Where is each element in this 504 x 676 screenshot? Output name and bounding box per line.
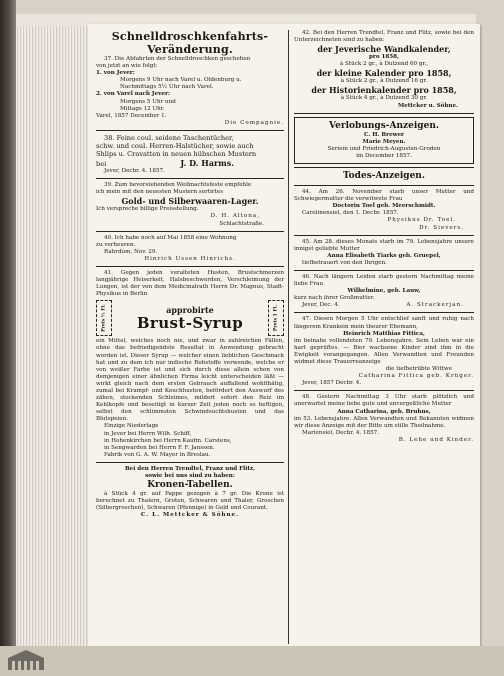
kleiner-kalender-title: der kleine Kalender pro 1858, (316, 68, 452, 79)
rule (294, 167, 474, 168)
ad47-sign: die tiefbetrübte Wittwe (385, 366, 452, 373)
depot-line: Einzige Niederlage (104, 423, 159, 430)
ad38-line: Shlips u. Cravatten in neuen hübschen Mustern (96, 149, 257, 158)
ad41-intro: 41. Gegen jeden veralteten Husten, Brustschmerzen langjährige Heiserkeit, Halsbeschwerden, Verschleimung der Lungen, ist der von dem Medicinalrath Herrn Dr. Magnus, Stadt-Physikus in Berlin (96, 269, 284, 298)
ad44-name: Doctorin Toel geb. Meerschmidt. (332, 203, 436, 210)
ad47-body: im beinahe vollendeten 79. Lebensjahre. Sein Leben war ein hart geprüftes. — Bier wachsene Kinder sind ihm in die Ewigkeit vorangegangen. Allen Verwandten und Freunden widmet diese Trauerreanzeige (294, 337, 474, 365)
ad38-line: bei (96, 159, 107, 168)
heading-droschken-1: Schnelldroschkenfahrts- (111, 30, 269, 43)
brust-syrup-title: Brust-Syrup (136, 313, 244, 332)
ad37-line: Mittags 12 Uhr. (120, 105, 165, 112)
syrup-banner (96, 300, 284, 336)
historienkalender-title: der Historienkalender pro 1858, (311, 85, 457, 96)
price-stamp-left: Preis ½ Fl. (96, 300, 112, 336)
rule (294, 312, 474, 313)
ad37-line: Nachmittags 5½ Uhr nach Varel. (120, 84, 214, 91)
ad46-text2: kurz nach ihrer Großmutter. (294, 295, 375, 302)
ad47-place: Jever, 1857 Decbr. 4. (302, 380, 362, 387)
ad38-merchant: J. D. Harms. (180, 157, 234, 168)
column-divider (288, 30, 289, 644)
ad37-line: Morgens 5 Uhr und (120, 98, 176, 105)
ad47-name: Heinrich Matthias Fittica, (343, 330, 425, 337)
ad37-line: Morgens 9 Uhr nach Varel u. Oldenburg u. (120, 77, 242, 84)
depot-line: Fabrik von G. A. W. Mayer in Breslau. (104, 451, 211, 458)
ad44-sign: Physikus Dr. Toel. (387, 217, 456, 224)
ad39-heading: Gold- und Silberwaaren-Lager. (121, 196, 259, 207)
ad48-place: Mariensiel, Decbr. 4. 1857. (302, 429, 380, 436)
kleiner-kalender-price: à Stück 2 gr., à Dutzend 16 gr. (340, 78, 428, 85)
rule (294, 270, 474, 271)
ad41-body: ein Mittel, welches noch nie, und zwar in zahlreichen Fällen, ohne das befriedigendste Resultat in Anwendung gebracht worden ist. Dieser Syrup — welcher einen lieblichen Geschmack hat und zu dem ich nur indische Rohstoffe verwende, welche er von weißer Farbe ist und sich durch diese allein schon von demjenigen einer ähnlichen Firma leicht unterscheiden läßt — wirkt gleich nach dem ersten Gebrauch auffallend wohlthätig, zumal bei Krampf- und Keuchhusten, befördert den Auswurf des zähen, stockenden Schleimes, mildert sofort den Reiz im Kehlkopfe und beseitigt in kurzer Zeit jeden noch so heftigen, selbst den schlimmsten Schwindsuchtshusten und das Blutspeien. (96, 338, 284, 423)
verlobung-line: Seriem und Friedrich-Augusten-Groden (327, 145, 441, 152)
verlobung-line: C. H. Brewer (364, 131, 404, 138)
ad37-line: von jetzt an wie folgt: (96, 63, 158, 70)
rule (294, 390, 474, 391)
ad40-line: Rahrdum, Nov. 29. (104, 248, 158, 255)
right-column (294, 30, 474, 444)
ad46-name: Wilhelmine, geb. Lauw, (347, 288, 421, 295)
wandkalender-year: pro 1858, (368, 54, 400, 61)
ad48-body: im 53. Lebensjahre. Allen Verwandten und Bekannten widmen wir diese Anzeige mit der Bitte um stille Theilnahme. (294, 415, 474, 429)
ad46-text: 46. Nach längern Leiden starb gestern Nachmittag meine liebe Frau (294, 273, 474, 288)
ad40-line: Hinrich Ussen Hinrichs. (144, 255, 236, 262)
ad37-line: Die Compagnie. (224, 119, 284, 126)
library-logo-icon (6, 648, 46, 672)
rule (96, 266, 284, 267)
ad39-line: 39. Zum bevorstehenden Weihnachtsfeste empfehle (104, 182, 252, 189)
rule (294, 235, 474, 236)
historienkalender-price: à Stück 4 gr., à Dutzend 30 gr. (340, 95, 428, 102)
kronen-text: à Stück 4 gr. auf Pappe gezogen à 7 gr. Die Krone ist berechnet zu Thalern, Groten, Schwaren und Thaler, Groschen (Silbergroschen), Schwaren (Pfennige) in Gold und Courant. (96, 491, 284, 512)
ad46-place: Jever, Dec. 4. (302, 302, 340, 309)
verlobung-line: im December 1857. (356, 152, 412, 159)
depot-line: in Jever bei Herrn Wilh. Schiff, (104, 430, 192, 437)
heading-droschken-2: Veränderung. (147, 43, 233, 56)
verlobung-heading: Verlobungs-Anzeigen. (329, 120, 439, 131)
rule (96, 130, 284, 131)
ad44-sign: Dr. Sievers. (419, 224, 464, 231)
todes-heading: Todes-Anzeigen. (343, 171, 425, 182)
approbirte-label: approbirte (166, 304, 214, 315)
ad48-name: Anna Catharina, geb. Bruhns, (337, 408, 431, 415)
ad38-line: schw. und coul. Herren-Halstücher, sowie auch (96, 141, 254, 150)
ad40-line: 40. Ich habe noch auf Mai 1858 eine Wohnung (104, 234, 237, 241)
kronen-sign: C. L. Mettcker & Söhne. (140, 512, 240, 519)
kronen-publisher-2: sowie bei uns sind zu haben: (145, 473, 235, 480)
rule (294, 113, 474, 114)
wandkalender-title: der Jeverische Wandkalender, (317, 44, 451, 55)
ad45-name: Anna Elisabeth Tiarks geb. Gruepel, (327, 252, 441, 259)
ad39-line: Schlachtstraße. (219, 220, 264, 227)
depot-line: in Sengwarden bei Herrn F. F. Janssen. (104, 444, 215, 451)
kalender-sign: Mettcker u. Söhne. (397, 102, 458, 109)
ad46-sign: A. Strackerjan. (406, 302, 464, 309)
ad48-sign: B. Lehe und Kinder. (398, 436, 474, 443)
rule (96, 178, 284, 179)
ad39-line: ich mein mit den neuesten Mustern sortirtes (96, 189, 223, 196)
bottom-strip (0, 646, 504, 676)
verlobung-line: Marie Meyen. (362, 138, 406, 145)
depot-line: in Hohenkirchen bei Herrn Kaufm. Carstens, (104, 437, 232, 444)
ad37-line: 37. Die Abfahrten der Schnelldroschken geschehen (104, 56, 251, 62)
book-spine (0, 0, 16, 676)
rule (96, 231, 284, 232)
ad37-line: Varel, 1857 December 1. (96, 112, 167, 119)
wandkalender-price: à Stück 2 gr., à Dutzend 60 gr., (339, 61, 429, 68)
ad38-line: Jever, Decbr. 4. 1857. (104, 168, 165, 175)
left-column (96, 30, 284, 520)
ad39-line: D. H. Altona, (210, 213, 260, 220)
page-stack-edges (16, 26, 90, 646)
ad39-line: Ich verspreche billige Preisstellung. (96, 206, 199, 213)
ad47-text: 47. Diesen Morgen 5 Uhr entschlief sanft und ruhig nach längerem Krankein mein theurer Ehemann, (294, 316, 474, 330)
ad44-text: 44. Am 26. November starb unser Mutter und Schwiegermutter die verwitwete Frau (294, 189, 474, 203)
ad38-line: 38. Feine coul. seidene Taschentücher, (104, 133, 234, 142)
ad37-line: 1. von Jever: (96, 70, 135, 77)
price-stamp-right: Preis 1 Fl. (268, 300, 284, 336)
ad37-line: 2. von Varel nach Jever: (96, 91, 170, 98)
rule (294, 185, 474, 186)
verlobung-box (294, 117, 474, 164)
ad40-line: zu verheuren. (96, 241, 136, 248)
ad45-text: 45. Am 28. dieses Monats starb im 79. Lebensjahre unsere innigst geliebte Mutter (294, 238, 474, 252)
ad42-intro: 42. Bei den Herren Trendtel, Franz und Flitz, sowie bei den Unterzeichneten sind zu haben: (294, 30, 474, 44)
kronen-publisher: Bei den Herren Trendtel, Franz und Flitz, (124, 465, 256, 472)
kronen-heading: Kronen-Tabellen. (147, 480, 233, 491)
ad45-end: tiefbetrauert von den Ihrigen. (302, 259, 387, 266)
ad44-place: Carolinensiel, den 1. Decbr. 1857. (302, 210, 399, 217)
ad48-text: 48. Gestern Nachmittag 3 Uhr starb plötzlich und unerwartet meine liebe gute und unvergeßliche Mutter (294, 394, 474, 408)
ad47-sign: Catharina Fittica geb. Krüger. (358, 373, 474, 380)
rule (96, 462, 284, 463)
